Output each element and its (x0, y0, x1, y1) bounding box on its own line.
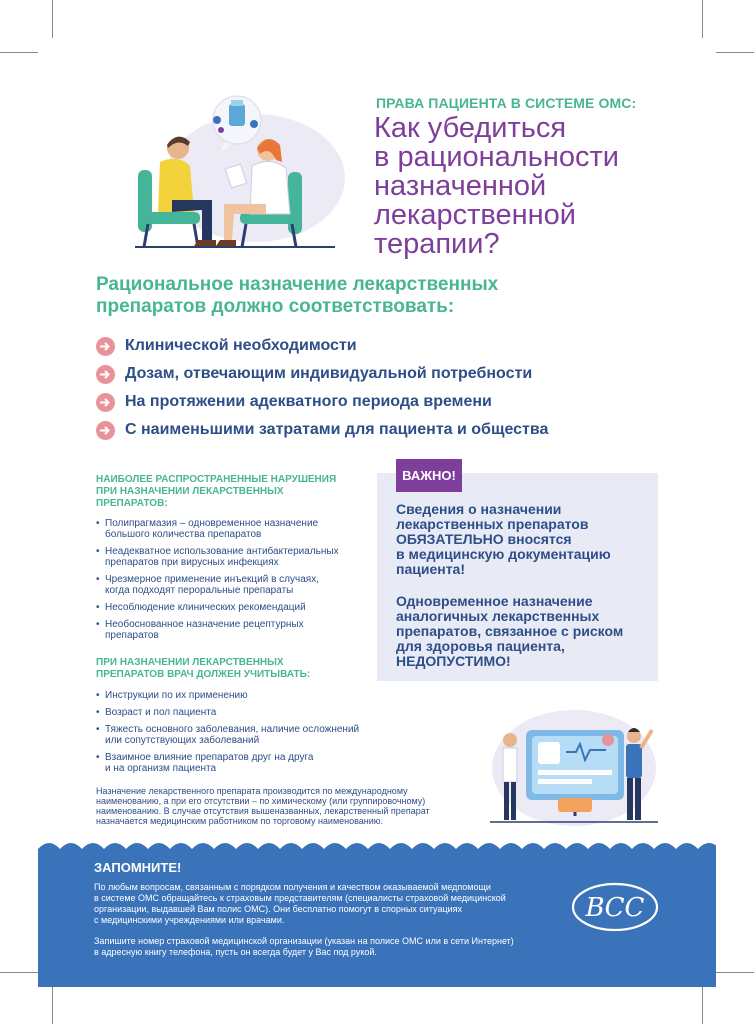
doctor-screen-illustration (486, 700, 661, 828)
arrow-right-icon (96, 365, 115, 384)
important-tag: ВАЖНО! (396, 459, 462, 492)
important-line: НЕДОПУСТИМО! (396, 653, 511, 669)
list-item (96, 619, 386, 641)
footer-line: По любым вопросам, связанным с порядком получения и качеством оказываемой медпомощи (94, 882, 491, 892)
note-line: назначается медицинским работником по торговому наименованию. (96, 816, 384, 826)
note-line: Назначение лекарственного препарата производится по международному (96, 786, 408, 796)
list-item (96, 546, 386, 568)
crop-mark (52, 0, 53, 38)
item-line: большого количества препаратов (105, 529, 262, 540)
item-line: когда подходят пероральные препараты (105, 585, 294, 596)
item-line: Взаимное влияние препаратов друг на друга (105, 752, 314, 763)
footnote (96, 786, 476, 826)
item-line: Полипрагмазия – одновременное назначение (105, 518, 319, 529)
heading-line: ПРИ НАЗНАЧЕНИИ ЛЕКАРСТВЕННЫХ (96, 657, 284, 668)
important-line: в медицинскую документацию (396, 546, 611, 562)
important-paragraph (396, 594, 646, 669)
arrow-right-icon (96, 337, 115, 356)
footer-paragraph (94, 936, 554, 958)
item-line: Тяжесть основного заболевания, наличие осложнений (105, 724, 360, 735)
crop-mark (52, 986, 53, 1024)
rule-item (96, 388, 548, 416)
doctor-consultation-illustration (120, 90, 345, 255)
item-line: Необоснованное назначение рецептурных (105, 619, 304, 630)
rule-text: С наименьшими затратами для пациента и общества (125, 421, 549, 438)
important-line: аналогичных лекарственных (396, 608, 600, 624)
vss-logo (570, 880, 660, 934)
important-line: ОБЯЗАТЕЛЬНО вносятся (396, 531, 572, 547)
rule-text: На протяжении адекватного периода времени (125, 393, 492, 410)
footer-line: в адресную книгу телефона, пусть он всегда будет у Вас под рукой. (94, 947, 377, 957)
title-line: в рациональности (374, 141, 619, 173)
heading-line: ПРЕПАРАТОВ: (96, 498, 168, 509)
crop-mark (702, 0, 703, 38)
doctor-must-list (96, 690, 386, 780)
violations-list (96, 518, 386, 647)
list-item (96, 574, 386, 596)
rule-item (96, 332, 548, 360)
important-paragraph (396, 502, 646, 577)
note-line: наименованию, а при его отсутствии – по химическому (или группировочному) (96, 796, 426, 806)
list-item (96, 752, 386, 774)
logo-text: ВСС (585, 893, 645, 923)
list-item (96, 690, 386, 701)
footer-line: Запишите номер страховой медицинской организации (указан на полисе ОМС или в сети Интернет) (94, 936, 514, 946)
heading-line: НАИБОЛЕЕ РАСПРОСТРАНЕННЫЕ НАРУШЕНИЯ (96, 474, 337, 485)
title-line: лекарственной (374, 199, 576, 231)
arrow-right-icon (96, 421, 115, 440)
doctor-must-heading (96, 657, 366, 681)
item-line: Неадекватное использование антибактериальных (105, 546, 339, 557)
list-item (96, 518, 386, 540)
rule-item (96, 360, 548, 388)
crop-mark (716, 52, 754, 53)
title-line: Как убедиться (374, 112, 567, 144)
heading-line: ПРИ НАЗНАЧЕНИИ ЛЕКАРСТВЕННЫХ (96, 486, 284, 497)
crop-mark (716, 972, 754, 973)
heading-line: ПРЕПАРАТОВ ВРАЧ ДОЛЖЕН УЧИТЫВАТЬ: (96, 669, 311, 680)
subtitle-line: препаратов должно соответствовать: (96, 296, 455, 317)
item-line: Инструкции по их применению (105, 690, 248, 701)
footer-line: с медицинскими учреждениями или врачами. (94, 915, 285, 925)
footer-heading: ЗАПОМНИТЕ! (94, 860, 182, 875)
item-line: Возраст и пол пациента (105, 707, 217, 718)
subtitle-line: Рациональное назначение лекарственных (96, 274, 499, 295)
rule-text: Дозам, отвечающим индивидуальной потребности (125, 365, 533, 382)
page-title (374, 114, 714, 259)
note-line: наименованию. В случае отсутствия вышеназванных, лекарственный препарат (96, 806, 430, 816)
footer-line: организации, выдавшей Вам полис ОМС). Они бесплатно помогут в спорных ситуациях (94, 904, 463, 914)
important-line: препаратов, связанное с риском (396, 623, 624, 639)
rules-list (96, 332, 548, 444)
section-kicker: ПРАВА ПАЦИЕНТА В СИСТЕМЕ ОМС: (376, 95, 637, 111)
violations-heading (96, 474, 366, 510)
rule-item (96, 416, 548, 444)
rules-heading (96, 274, 656, 318)
item-line: или сопутствующих заболеваний (105, 735, 260, 746)
crop-mark (0, 52, 38, 53)
important-line: лекарственных препаратов (396, 516, 589, 532)
title-line: назначенной (374, 170, 547, 202)
arrow-right-icon (96, 393, 115, 412)
important-line: пациента! (396, 561, 466, 577)
item-line: Несоблюдение клинических рекомендаций (105, 602, 306, 613)
crop-mark (0, 972, 38, 973)
item-line: препаратов при вирусных инфекциях (105, 557, 279, 568)
list-item (96, 707, 386, 718)
item-line: и на организм пациента (105, 763, 217, 774)
footer-line: в системе ОМС обращайтесь к страховым представителям (специалисты страховой медицинской (94, 893, 506, 903)
rule-text: Клинической необходимости (125, 337, 357, 354)
footer-paragraph (94, 882, 554, 926)
important-line: для здоровья пациента, (396, 638, 565, 654)
important-line: Сведения о назначении (396, 501, 562, 517)
important-line: Одновременное назначение (396, 593, 593, 609)
list-item (96, 724, 386, 746)
item-line: Чрезмерное применение инъекций в случаях, (105, 574, 319, 585)
title-line: терапии? (374, 228, 500, 260)
item-line: препаратов (105, 630, 159, 641)
crop-mark (702, 986, 703, 1024)
list-item (96, 602, 386, 613)
